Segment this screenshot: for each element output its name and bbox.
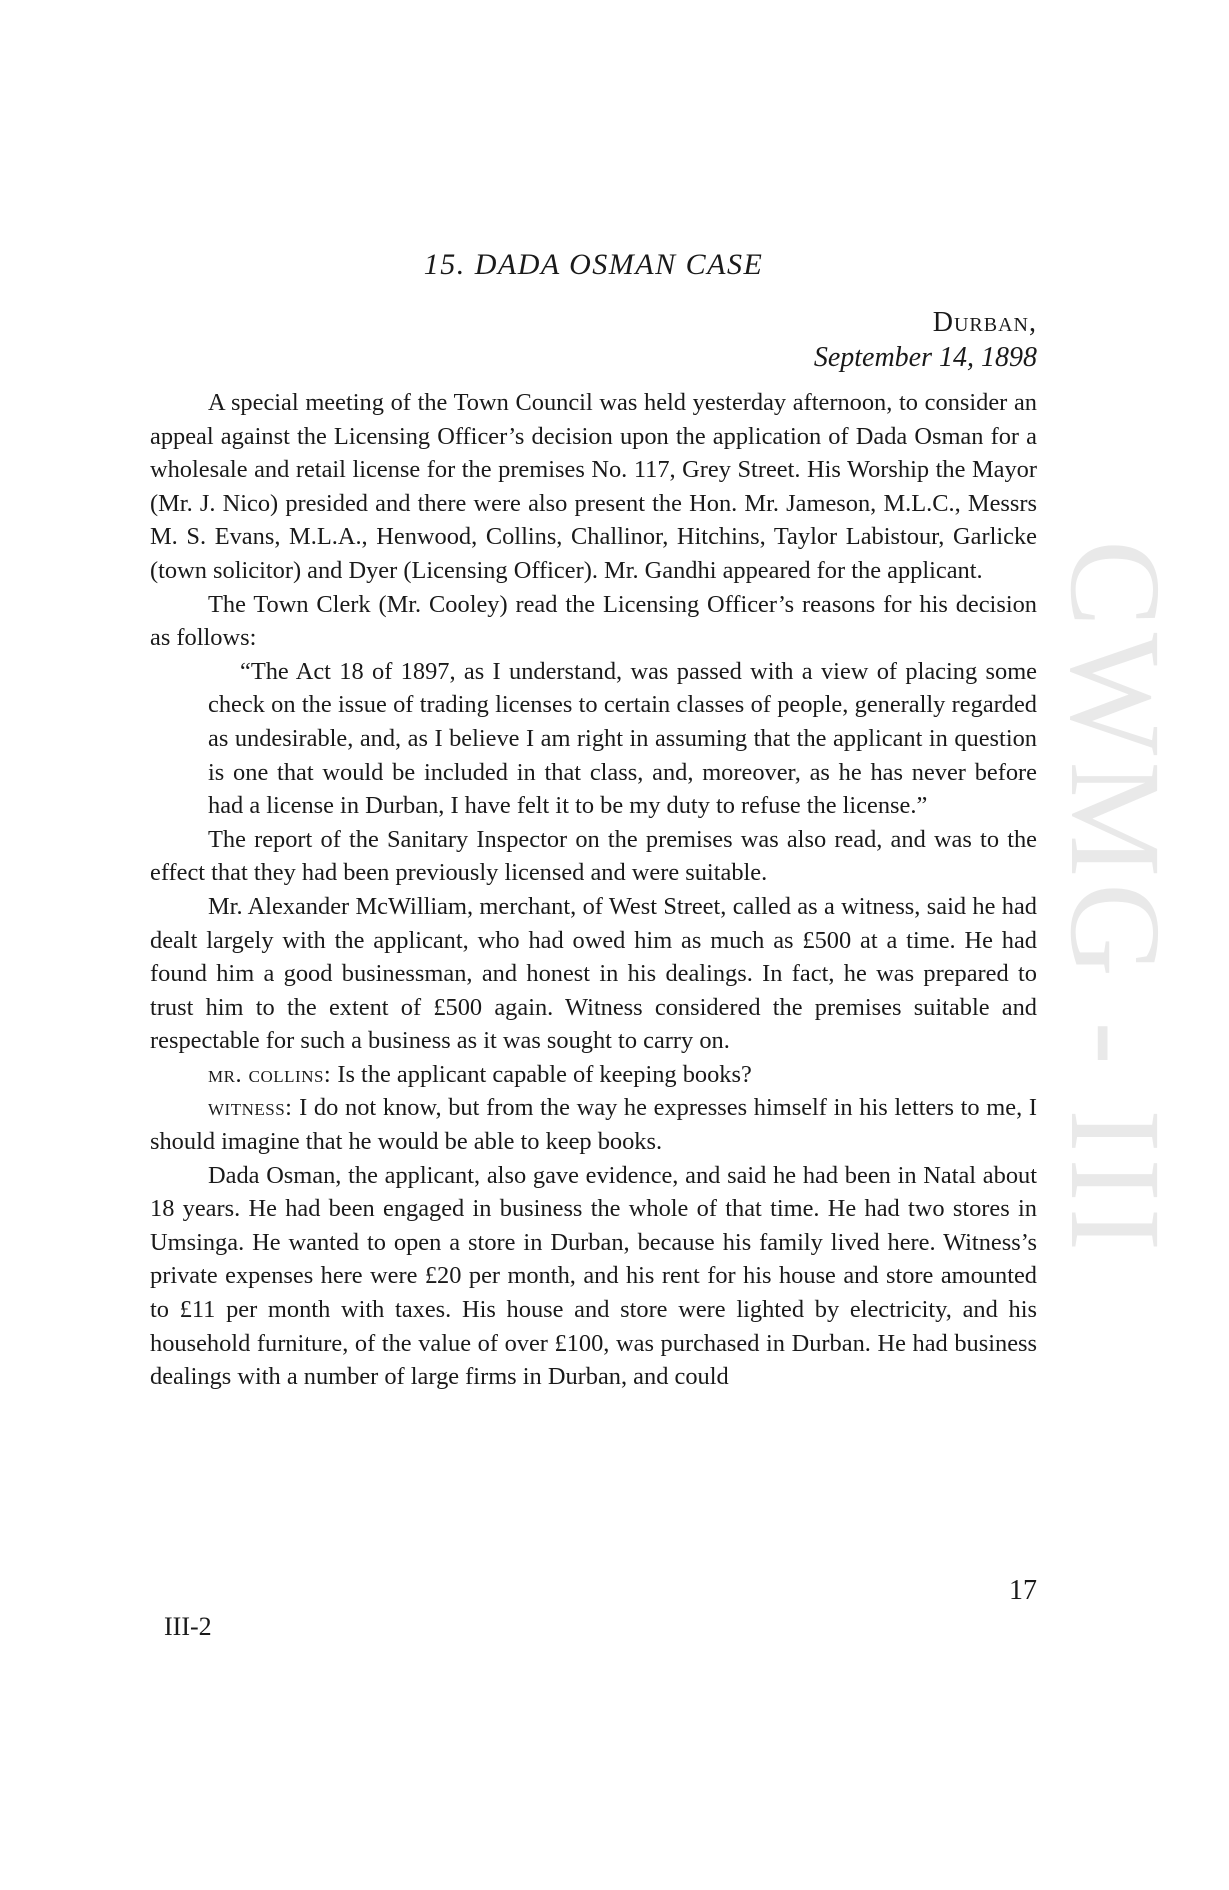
speaker-label: mr. collins: [208,1060,332,1088]
dateline-place: Durban, [932,307,1037,338]
dateline-date: September 14, 1898 [813,342,1037,373]
signature-mark: III-2 [164,1612,212,1641]
dialogue-line [150,1058,1037,1092]
page-title: 15. DADA OSMAN CASE [423,248,764,281]
watermark-text: CWMG - III [1043,540,1187,1258]
paragraph-dada-osman: Dada Osman, the applicant, also gave evidence, and said he had been in Natal about 18 years. He had been engaged in business the whole of that time. He had two stores in Umsinga. He wanted to open a store in Durban, because his family lived here. Witness’s private expenses here were £20 per month, and his rent for his house and store amounted to £11 per month with taxes. His house and store were lighted by electricity, and his household furniture, of the value of over £100, was purchased in Durban. He had business dealings with a number of large firms in Durban, and could [150,1161,1037,1391]
watermark [1030,540,1229,1440]
quoted-reasons: “The Act 18 of 1897, as I understand, was passed with a view of placing some check on the issue of trading licenses to certain classes of people, generally regarded as undesirable, and, as I believe I am right in assuming that the applicant in question is one that would be included in that class, and, moreover, as he has never before had a license in Durban, I have felt it to be my duty to refuse the license.” [208,657,1037,820]
paragraph-sanitary-report: The report of the Sanitary Inspector on the premises was also read, and was to the effect that they had been previously licensed and were suitable. [150,825,1037,887]
speaker-label: witness: [208,1094,293,1122]
paragraph-town-clerk: The Town Clerk (Mr. Cooley) read the Licensing Officer’s reasons for his decision as follows: [150,590,1037,652]
dialogue-text: Is the applicant capable of keeping books? [337,1060,752,1088]
page-number: 17 [1009,1575,1037,1606]
dialogue-text: I do not know, but from the way he expresses himself in his letters to me, I should imagine that he would be able to keep books. [150,1094,1037,1156]
paragraph-mcwilliam: Mr. Alexander McWilliam, merchant, of West Street, called as a witness, said he had dealt largely with the applicant, who had owed him as much as £500 at a time. He had found him a good businessman, and honest in his dealings. In fact, he was prepared to trust him to the extent of £500 again. Witness considered the premises suitable and respectable for such a business as it was sought to carry on. [150,892,1037,1055]
body-text [150,386,1037,1394]
paragraph-meeting: A special meeting of the Town Council was held yesterday afternoon, to consider an appeal against the Licensing Officer’s decision upon the application of Dada Osman for a wholesale and retail license for the premises No. 117, Grey Street. His Worship the Mayor (Mr. J. Nico) presided and there were also present the Hon. Mr. Jameson, M.L.C., Messrs M. S. Evans, M.L.A., Henwood, Collins, Challinor, Hitchins, Taylor Labistour, Garlicke (town solicitor) and Dyer (Licensing Officer). Mr. Gandhi appeared for the applicant. [150,389,1037,584]
dateline [814,305,1037,375]
dialogue-line [150,1091,1037,1158]
